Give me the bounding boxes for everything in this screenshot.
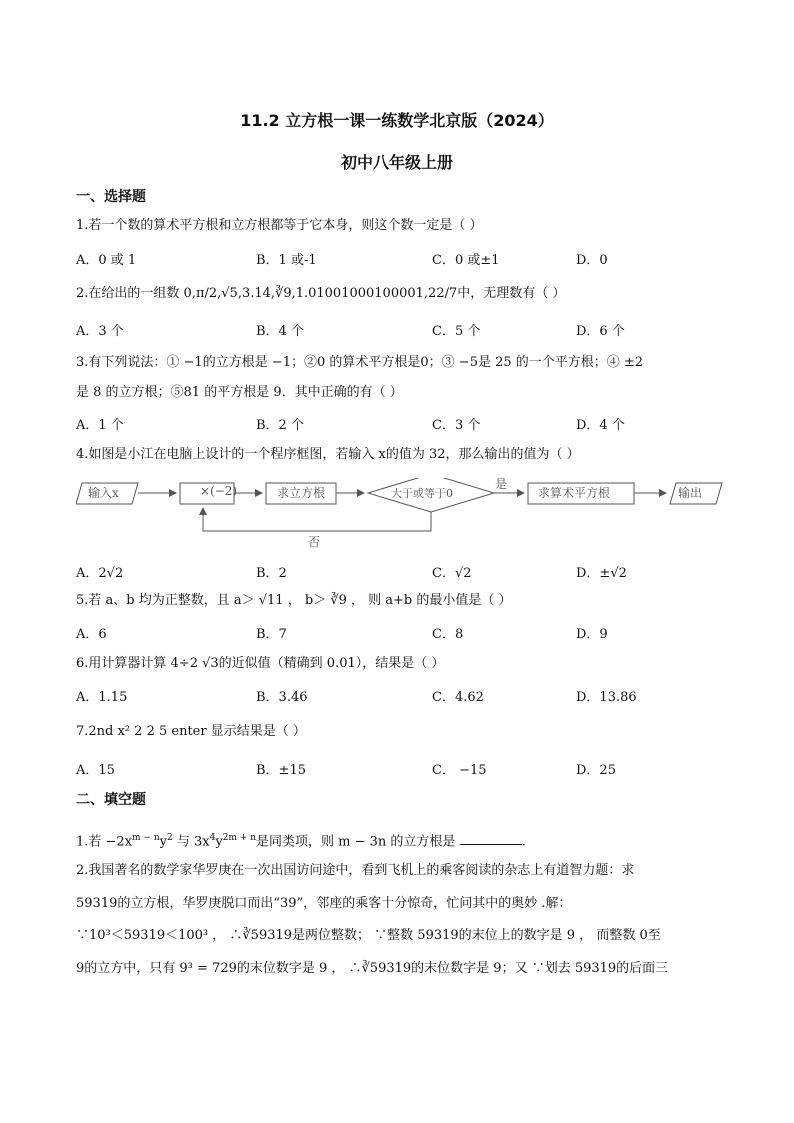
option-c[interactable]: C．8 [432, 627, 464, 642]
option-a[interactable]: A．1 个 [76, 418, 124, 433]
question-3-options [76, 414, 726, 434]
option-b[interactable]: B．1 或-1 [256, 253, 317, 268]
fill-1-end: . [521, 834, 526, 850]
document-title: 11.2 立方根一课一练数学北京版（2024） [240, 111, 554, 130]
option-d[interactable]: D．9 [576, 627, 608, 642]
question-4: 4.如图是小江在电脑上设计的一个程序框图，若输入 x的值为 32，那么输出的值为（ ） [76, 447, 580, 462]
option-b[interactable]: B．4 个 [256, 324, 304, 339]
flow-cube-root-label: 求立方根 [277, 486, 326, 500]
option-b[interactable]: B．±15 [256, 763, 306, 778]
fill-question-2-line-2: 59319的立方根，华罗庚脱口而出“39”，邻座的乘客十分惊奇，忙问其中的奥妙 .解： [76, 896, 572, 911]
option-a[interactable]: A．3 个 [76, 324, 124, 339]
option-b[interactable]: B．3.46 [256, 690, 308, 705]
section-heading-fill: 二、填空题 [76, 792, 146, 808]
question-6-options [76, 686, 726, 706]
question-2-options [76, 320, 726, 340]
fill-1-exp-4: 2m + n [222, 833, 257, 843]
fill-question-2-line-1: 2.我国著名的数学家华罗庚在一次出国访问途中，看到飞机上的乘客阅读的杂志上有道智力题：求 [76, 863, 635, 878]
fill-1-text-before: 1.若 −2x [76, 834, 133, 850]
flow-multiply-label: ×(−2) [200, 484, 238, 498]
option-d[interactable]: D．±√2 [576, 566, 627, 581]
program-flowchart [76, 478, 726, 548]
option-b[interactable]: B．2 个 [256, 418, 304, 433]
question-1-options [76, 249, 726, 269]
fill-1-text-after: 是同类项，则 m − 3n 的立方根是 [256, 834, 456, 850]
fill-1-exp-1: m − n [132, 833, 160, 843]
fill-1-text-mid-3: y [215, 834, 223, 850]
fill-1-text-mid-2: 与 3x [172, 834, 210, 850]
option-c[interactable]: C．5 个 [432, 324, 481, 339]
fill-1-exp-3: 4 [209, 833, 216, 843]
flow-input-label: 输入x [88, 486, 119, 500]
option-d[interactable]: D．25 [576, 763, 616, 778]
fill-1-text-mid-1: y [159, 834, 167, 850]
question-3-line-2: 是 8 的立方根；⑤81 的平方根是 9．其中正确的有（ ） [76, 385, 403, 400]
question-3-line-1: 3.有下列说法：① −1的立方根是 −1；②0 的算术平方根是0；③ −5是 25 的一个平方根；④ ±2 [76, 355, 644, 370]
question-5: 5.若 a、b 均为正整数，且 a＞ √11 ， b＞ ∛9 ， 则 a+b 的最小值是（ ） [76, 593, 512, 608]
fill-question-1 [76, 828, 726, 852]
flow-sqrt-label: 求算术平方根 [538, 486, 611, 500]
answer-blank[interactable] [460, 832, 522, 845]
flow-condition-label: 大于或等于0 [391, 487, 453, 500]
question-1: 1.若一个数的算术平方根和立方根都等于它本身，则这个数一定是（ ） [76, 218, 483, 233]
option-c[interactable]: C．3 个 [432, 418, 481, 433]
option-a[interactable]: A．6 [76, 627, 107, 642]
option-d[interactable]: D．13.86 [576, 690, 637, 705]
fill-question-2-line-4: 9的立方中，只有 9³ = 729的末位数字是 9 ， ∴∛59319的末位数字是 9；又 ∵划去 59319的后面三 [76, 961, 669, 976]
question-7-options [76, 759, 726, 779]
fill-1-exp-2: 2 [166, 833, 173, 843]
question-4-options [76, 562, 726, 582]
flow-no-label: 否 [308, 535, 321, 549]
option-d[interactable]: D．4 个 [576, 418, 625, 433]
option-a[interactable]: A．0 或 1 [76, 253, 137, 268]
option-b[interactable]: B．2 [256, 566, 287, 581]
document-subtitle: 初中八年级上册 [340, 153, 453, 172]
option-d[interactable]: D．0 [576, 253, 608, 268]
flow-output-label: 输出 [678, 486, 703, 500]
option-a[interactable]: A．1.15 [76, 690, 128, 705]
option-c[interactable]: C． −15 [432, 763, 487, 778]
question-7: 7.2nd x² 2 2 5 enter 显示结果是（ ） [76, 724, 306, 739]
option-a[interactable]: A．15 [76, 763, 115, 778]
option-b[interactable]: B．7 [256, 627, 287, 642]
question-5-options [76, 623, 726, 643]
option-c[interactable]: C．√2 [432, 566, 472, 581]
option-c[interactable]: C．4.62 [432, 690, 484, 705]
option-c[interactable]: C．0 或±1 [432, 253, 500, 268]
flow-yes-label: 是 [495, 477, 508, 491]
fill-question-2-line-3: ∵10³＜59319＜100³ ， ∴∛59319是两位整数； ∵整数 59319的末位上的数字是 9 ， 而整数 0至 [76, 928, 661, 943]
question-6: 6.用计算器计算 4÷2 √3的近似值（精确到 0.01），结果是（ ） [76, 656, 445, 671]
question-2: 2.在给出的一组数 0,π/2,√5,3.14,∛9,1.01001000100001,22/7中，无理数有（ ） [76, 286, 566, 301]
section-heading-choice: 一、选择题 [76, 189, 146, 205]
option-d[interactable]: D．6 个 [576, 324, 625, 339]
option-a[interactable]: A．2√2 [76, 566, 124, 581]
